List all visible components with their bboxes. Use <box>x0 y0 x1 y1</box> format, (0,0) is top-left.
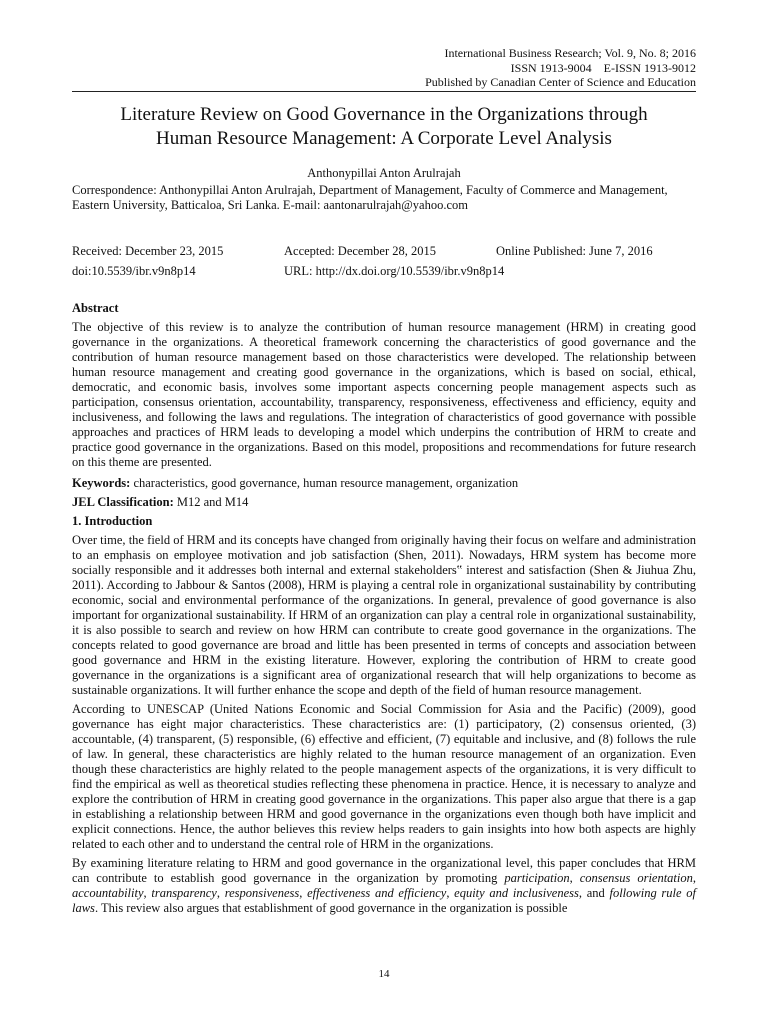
url-link[interactable]: URL: http://dx.doi.org/10.5539/ibr.v9n8p14 <box>284 264 505 278</box>
received-date: Received: December 23, 2015 <box>72 244 224 258</box>
keywords-text: characteristics, good governance, human resource management, organization <box>130 476 519 490</box>
intro-paragraph-3: By examining literature relating to HRM and good governance in the organizational level, this paper concludes that HRM can contribute to establish good governance in the organization by promoting participation, consensus orientation, accountability, transparency, responsiveness, effectiveness and efficiency, equity and inclusiveness, and following rule of laws. This review also argues that establishment of good governance in the organization is possible <box>72 856 697 915</box>
intro-paragraph-2: According to UNESCAP (United Nations Economic and Social Commission for Asia and the Pacific) (2009), good governance has eight major characteristics. These characteristics are: (1) participatory, (2) consensus oriented, (3) accountable, (4) transparent, (5) responsible, (6) effective and efficient, (7) equitable and inclusive, and (8) follows the rule of law. In general, these characteristics are highly related to the human resource management of an organization. Even though these characteristics are highly related to the people management aspects of the organizations, it is very difficult to find the empirical as well as theoretical studies reflecting these phenomena in practice. Hence, it is necessary to analyze and explore the contribution of HRM in creating good governance in the organizations. This paper also argue that there is a gap in establishing a relationship between HRM and good governance in the organizations even though both have implicit and explicit connections. Hence, the author believes this review helps readers to gain insights into how both aspects are highly related to each other and to understand the central role of HRM in the organizations. <box>72 702 696 851</box>
paper-title <box>72 103 696 151</box>
doi: doi:10.5539/ibr.v9n8p14 <box>72 264 196 278</box>
abstract-text: The objective of this review is to analyze the contribution of human resource management (HRM) in creating good governance in the organizations. A theoretical framework concerning the characteristics of good governance and the contribution of human resource management based on those characteristics were developed. The relationship between human resource management and creating good governance in the organizations, which is based on social, ethical, democratic, and economic basis, involves some important aspects concerning people management aspects such as participation, consensus orientation, accountability, transparency, responsiveness, effectiveness and efficiency, equity and inclusiveness, and following the laws and regulations. The integration of characteristics of good governance with possible approaches and practices of HRM leads to developing a model which underpins the contribution of HRM to create and practice good governance in the organizations. Based on this model, propositions and recommendations for future research on this theme are presented. <box>72 320 696 469</box>
publication-dates <box>72 241 696 281</box>
abstract-heading: Abstract <box>72 301 119 315</box>
intro-paragraph-1: Over time, the field of HRM and its concepts have changed from originally having their focus on welfare and administration to an emphasis on employee motivation and job satisfaction (Shen, 2011). Nowadays, HRM system has become more socially responsible and it addresses both internal and external stakeholders‟ interest and satisfaction (Shen & Jiuhua Zhu, 2011). According to Jabbour & Santos (2008), HRM is playing a central role in organizational sustainability by contributing economic, social and environmental performance of the organizations. In general, prevalence of good governance is also important for organizational sustainability. If HRM of an organization can play a central role in organizational sustainability, it is also possible to search and review on how HRM can contribute to create good governance in the organizations. The concepts related to good governance are broad and little has been presented in terms of concepts and association between good governance and HRM in the existing literature. However, exploring the contribution of HRM to create good governance in the organizations is a significant area of organizational research that will help organizations to become as sustainable organizations. It will further enhance the scope and depth of the field of human resource management. <box>72 533 696 697</box>
correspondence-line-1: Correspondence: Anthonypillai Anton Arulrajah, Department of Management, Faculty of Commerce and Management, <box>72 183 668 197</box>
journal-issn: ISSN 1913-9004 E-ISSN 1913-9012 <box>510 60 696 75</box>
jel-label: JEL Classification: <box>72 495 174 509</box>
jel-classification <box>72 495 696 510</box>
header-divider <box>72 91 696 92</box>
paper-body <box>72 301 696 920</box>
accepted-date: Accepted: December 28, 2015 <box>284 244 437 258</box>
correspondence-line-2: Eastern University, Batticaloa, Sri Lanka. E-mail: aantonarulrajah@yahoo.com <box>72 198 468 212</box>
author-name: Anthonypillai Anton Arulrajah <box>307 166 461 180</box>
jel-text: M12 and M14 <box>173 495 249 509</box>
keywords-label: Keywords: <box>72 476 131 490</box>
keywords <box>72 476 696 491</box>
published-date: Online Published: June 7, 2016 <box>496 244 653 258</box>
introduction-heading: 1. Introduction <box>72 514 153 528</box>
title-line-2: Human Resource Management: A Corporate Level Analysis <box>156 128 612 149</box>
page-number: 14 <box>378 968 390 980</box>
journal-citation: International Business Research; Vol. 9, No. 8; 2016 <box>444 46 696 60</box>
journal-header <box>425 46 696 90</box>
title-line-1: Literature Review on Good Governance in the Organizations through <box>120 104 648 125</box>
journal-publisher: Published by Canadian Center of Science and Education <box>425 75 696 89</box>
correspondence <box>72 183 696 213</box>
